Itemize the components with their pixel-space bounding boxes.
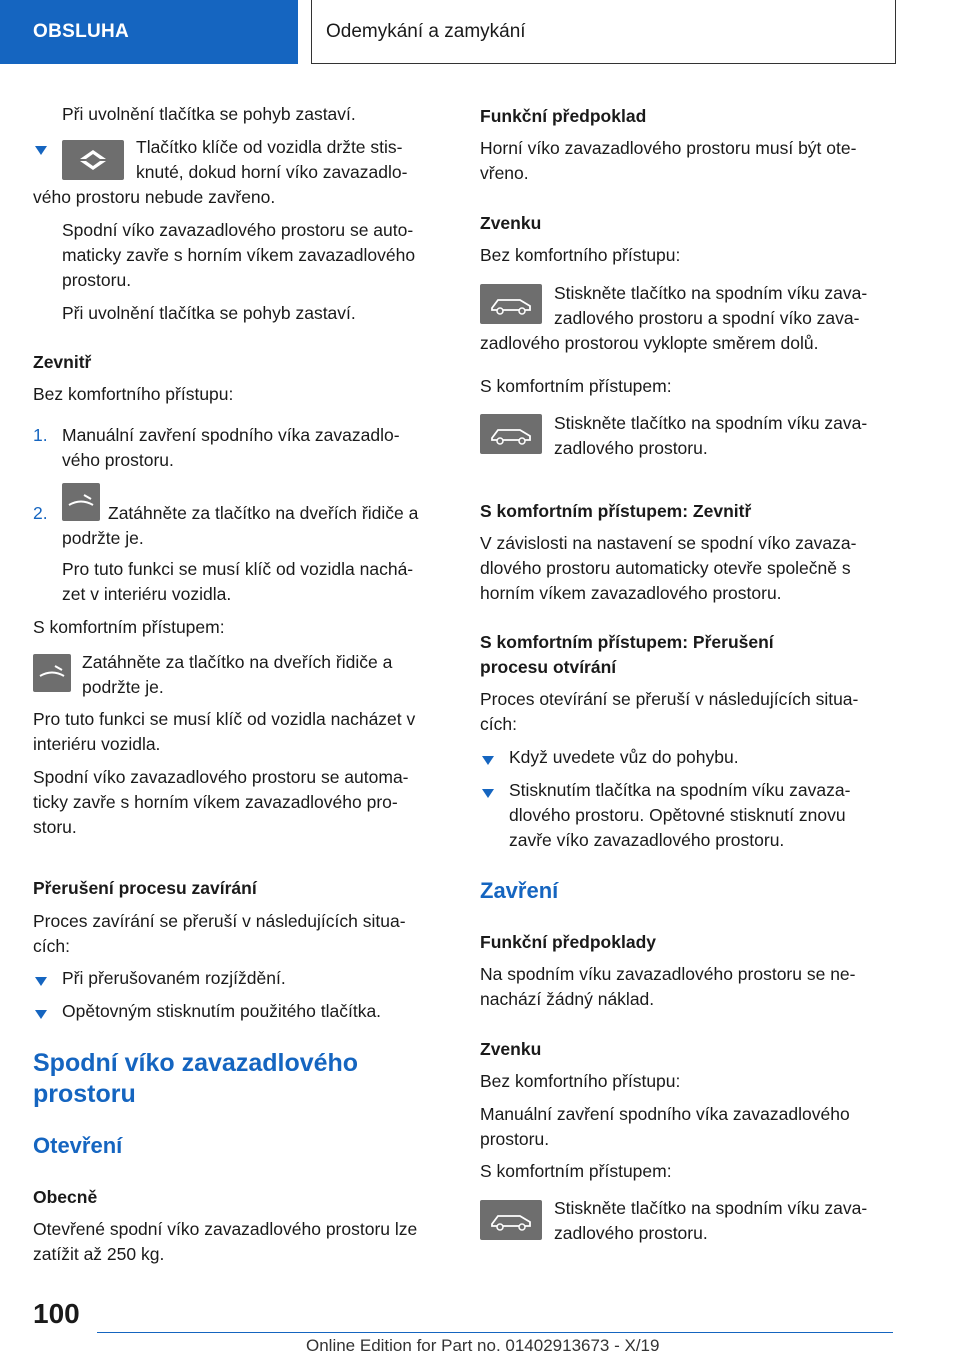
key-trunk-button-icon (62, 140, 124, 180)
bullet-triangle-icon (482, 789, 494, 798)
subheading: Zevnitř (33, 352, 92, 372)
subheading: Zvenku (480, 1039, 542, 1059)
edition-note: Online Edition for Part no. 01402913673 - X/19 (306, 1336, 660, 1355)
trunk-button-icon (480, 284, 542, 324)
text-line: Stiskněte tlačítko na spodním víku zava- (554, 1198, 868, 1218)
text-line: vého prostoru nebude zavřeno. (33, 187, 276, 207)
subheading: S komfortním přístupem: Zevnitř (480, 501, 752, 521)
door-handle-icon (33, 654, 71, 692)
subheading: Funkční předpoklady (480, 932, 656, 952)
text-line: Proces zavírání se přeruší v následujících situa- (33, 911, 406, 931)
page-number: 100 (33, 1298, 80, 1329)
text-line: horním víkem zavazadlového prostoru. (480, 583, 782, 603)
text-line: Stisknutím tlačítka na spodním víku zavaza- (509, 780, 851, 800)
bullet-triangle-icon (35, 146, 47, 155)
section-heading: Spodní víko zavazadlového (33, 1049, 359, 1077)
section-tab (0, 0, 298, 64)
text-line: S komfortním přístupem: (33, 617, 225, 637)
text-line: Spodní víko zavazadlového prostoru se auto- (62, 220, 414, 240)
chapter-title-box (311, 0, 896, 64)
text-line: Zatáhněte za tlačítko na dveřích řidiče a (108, 503, 419, 523)
text-line: dlového prostoru. Opětovné stisknutí znovu (509, 805, 846, 825)
text-line: Na spodním víku zavazadlového prostoru se ne- (480, 964, 856, 984)
text-line: Při přerušovaném rozjíždění. (62, 968, 286, 988)
text-line: cích: (33, 936, 70, 956)
text-line: Opětovným stisknutím použitého tlačítka. (62, 1001, 382, 1021)
subheading: Zvenku (480, 213, 542, 233)
text-line: Manuální zavření spodního víka zavazadlového (480, 1104, 850, 1124)
text-line: Stiskněte tlačítko na spodním víku zava- (554, 283, 868, 303)
text-line: Horní víko zavazadlového prostoru musí být ote- (480, 138, 857, 158)
text-line: prostoru. (480, 1129, 550, 1149)
text-line: Pro tuto funkci se musí klíč od vozidla nachá- (62, 559, 414, 579)
footer-divider (97, 1332, 893, 1333)
text-line: V závislosti na nastavení se spodní víko zavaza- (480, 533, 857, 553)
subheading: S komfortním přístupem: Přerušení (480, 632, 774, 652)
trunk-button-icon (480, 414, 542, 454)
text-line: Bez komfortního přístupu: (480, 245, 681, 265)
subheading: Přerušení procesu zavírání (33, 878, 257, 898)
text-line: zavře víko zavazadlového prostoru. (509, 830, 785, 850)
bullet-triangle-icon (35, 977, 47, 986)
text-line: Při uvolnění tlačítka se pohyb zastaví. (62, 104, 356, 124)
text-line: dlového prostoru automaticky otevře společně s (480, 558, 851, 578)
text-line: zadlového prostoru a spodní víko zava- (554, 308, 860, 328)
bullet-triangle-icon (35, 1010, 47, 1019)
text-line: storu. (33, 817, 77, 837)
text-line: zadlového prostoru. (554, 438, 708, 458)
text-line: interiéru vozidla. (33, 734, 161, 754)
text-line: ticky zavře s horním víkem zavazadlového pro- (33, 792, 398, 812)
text-line: zadlového prostoru. (554, 1223, 708, 1243)
text-line: zatížit až 250 kg. (33, 1244, 165, 1264)
text-line: Pro tuto funkci se musí klíč od vozidla nacházet v (33, 709, 416, 729)
door-handle-icon (62, 483, 100, 521)
text-line: Otevřené spodní víko zavazadlového prostoru lze (33, 1219, 418, 1239)
text-line: vého prostoru. (62, 450, 174, 470)
subsection-heading: Otevření (33, 1133, 123, 1158)
text-line: knuté, dokud horní víko zavazadlo- (136, 162, 408, 182)
text-line: cích: (480, 714, 517, 734)
step-number: 2. (33, 503, 48, 523)
step-number: 1. (33, 425, 48, 445)
text-line: Při uvolnění tlačítka se pohyb zastaví. (62, 303, 356, 323)
section-heading: prostoru (33, 1080, 136, 1108)
text-line: nachází žádný náklad. (480, 989, 655, 1009)
text-line: zet v interiéru vozidla. (62, 584, 232, 604)
text-line: Spodní víko zavazadlového prostoru se automa- (33, 767, 409, 787)
text-line: zadlového prostorou vyklopte směrem dolů. (480, 333, 819, 353)
text-line: Zatáhněte za tlačítko na dveřích řidiče a (82, 652, 393, 672)
text-line: prostoru. (62, 270, 132, 290)
text-line: Stiskněte tlačítko na spodním víku zava- (554, 413, 868, 433)
text-line: maticky zavře s horním víkem zavazadlového (62, 245, 416, 265)
text-line: podržte je. (82, 677, 164, 697)
subheading: Obecně (33, 1187, 98, 1207)
chapter-title: Odemykání a zamykání (326, 20, 526, 42)
text-line: Bez komfortního přístupu: (480, 1071, 681, 1091)
text-line: Bez komfortního přístupu: (33, 384, 234, 404)
text-line: Tlačítko klíče od vozidla držte stis- (136, 137, 403, 157)
text-line: S komfortním přístupem: (480, 376, 672, 396)
subsection-heading: Zavření (480, 878, 559, 903)
text-line: S komfortním přístupem: (480, 1161, 672, 1181)
text-line: Když uvedete vůz do pohybu. (509, 747, 739, 767)
section-label: OBSLUHA (33, 21, 130, 42)
subheading: Funkční předpoklad (480, 106, 647, 126)
text-line: vřeno. (480, 163, 529, 183)
subheading: procesu otvírání (480, 657, 617, 677)
trunk-button-icon (480, 1200, 542, 1240)
text-line: Manuální zavření spodního víka zavazadlo- (62, 425, 400, 445)
text-line: Proces otevírání se přeruší v následujících situa- (480, 689, 859, 709)
text-line: podržte je. (62, 528, 144, 548)
bullet-triangle-icon (482, 756, 494, 765)
